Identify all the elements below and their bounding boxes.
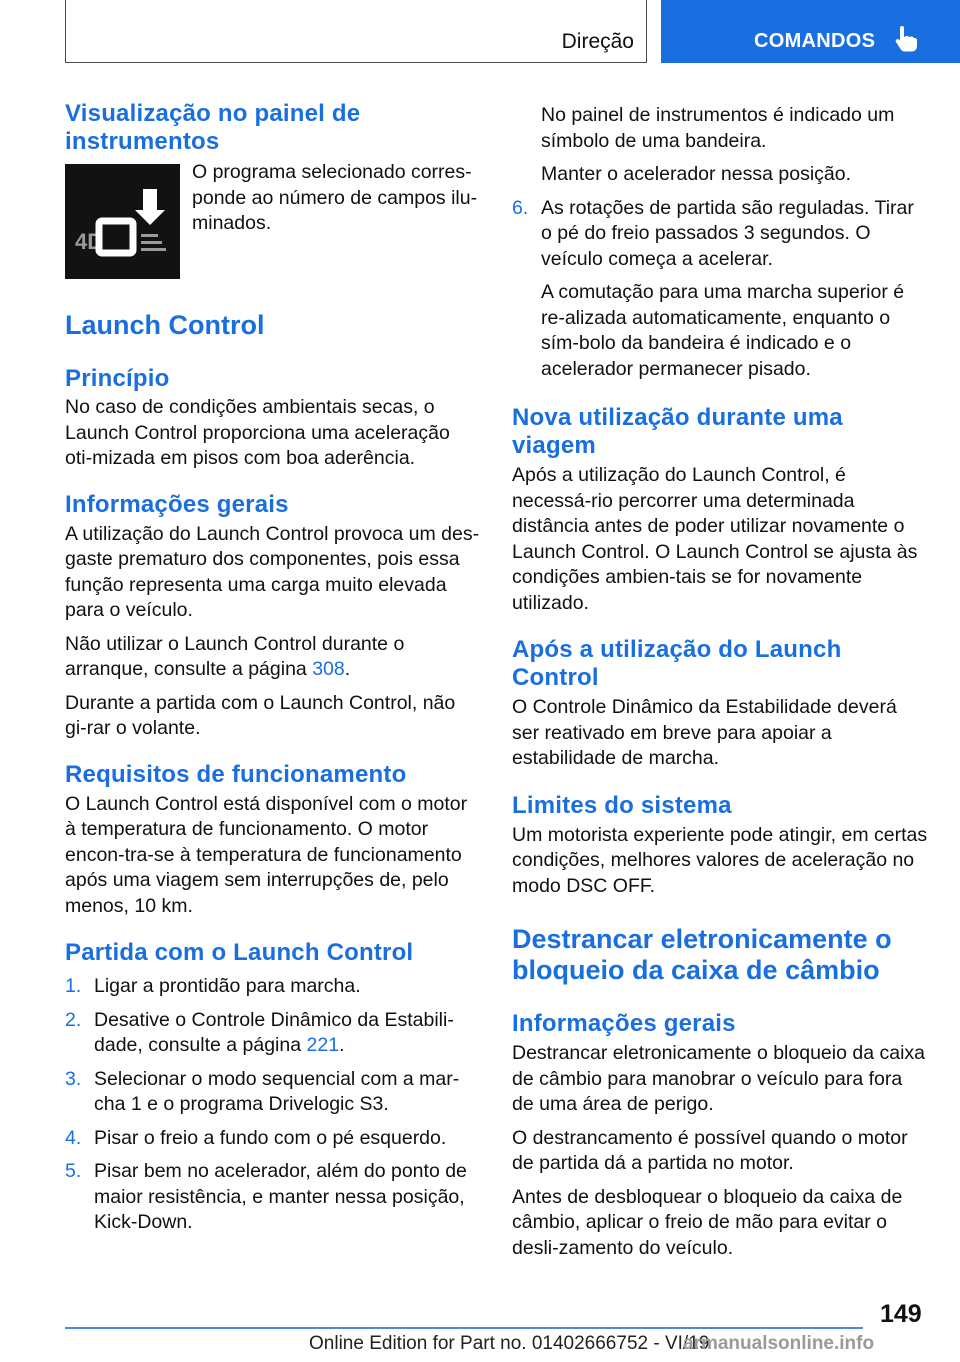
step-item: 5. Pisar bem no acelerador, além do ponto de maior resistência, e manter nessa posição, Kick-Down. xyxy=(65,1160,467,1233)
step5-hold-text: Manter o acelerador nessa posição. xyxy=(541,163,852,185)
general-info-text-1: A utilização do Launch Control provoca um des-gaste prematuro dos componentes, pois essa função representa uma carga muito elevada para o veículo. xyxy=(65,522,480,621)
unlock-text-1: Destrancar eletronicamente o bloqueio da caixa de câmbio para manobrar o veículo para fora de uma área de perigo. xyxy=(512,1042,925,1115)
after-use-text: O Controle Dinâmico da Estabilidade deverá ser reativado em breve para apoiar a estabilidade de marcha. xyxy=(512,696,897,769)
watermark: armanualsonline.info xyxy=(683,1333,875,1354)
section-title: Direção xyxy=(561,30,634,53)
svg-text:4D: 4D xyxy=(75,229,104,254)
general-info-text-3: Durante a partida com o Launch Control, não gi-rar o volante. xyxy=(65,691,456,739)
drivelogic-graphic xyxy=(65,164,180,279)
footer-divider xyxy=(65,1327,863,1329)
start-heading: Partida com o Launch Control xyxy=(65,939,414,966)
launch-control-heading: Launch Control xyxy=(65,310,265,340)
reuse-heading: Nova utilização durante uma viagem xyxy=(512,404,843,459)
principle-heading: Princípio xyxy=(65,365,170,392)
page-number: 149 xyxy=(880,1300,922,1328)
start-steps-list-continued xyxy=(512,196,928,273)
hand-pointer-icon xyxy=(894,26,918,52)
step-item: 3. Selecionar o modo sequencial com a mar-cha 1 e o programa Drivelogic S3. xyxy=(65,1067,460,1115)
right-column xyxy=(512,103,928,1261)
unlock-general-heading: Informações gerais xyxy=(512,1010,736,1037)
unlock-text-2: O destrancamento é possível quando o motor de partida dá a partida no motor. xyxy=(512,1126,908,1174)
unlock-text-3: Antes de desbloquear o bloqueio da caixa de câmbio, aplicar o freio de mão para evitar o desli-zamento do veículo. xyxy=(512,1185,903,1259)
principle-text: No caso de condições ambientais secas, o Launch Control proporciona uma aceleração oti-mizada em pisos com boa aderência. xyxy=(65,396,450,469)
step-item: 6. As rotações de partida são reguladas. Tirar o pé do freio passados 3 segundos. O veículo começa a acelerar. xyxy=(512,196,914,270)
display-text: O programa selecionado corres-ponde ao número de campos ilu-minados. xyxy=(192,161,478,234)
general-info-heading: Informações gerais xyxy=(65,490,289,518)
requirements-heading: Requisitos de funcionamento xyxy=(65,760,407,788)
chapter-tab[interactable] xyxy=(661,0,960,63)
limits-text: Um motorista experiente pode atingir, em certas condições, melhores valores de aceleração no modo DSC OFF. xyxy=(512,823,928,897)
requirements-text: O Launch Control está disponível com o motor à temperatura de funcionamento. O motor encon-tra-se à temperatura de funcionamento após uma viagem sem interrupções de, pelo menos, 10 km. xyxy=(65,792,468,917)
left-column xyxy=(65,100,481,1236)
reuse-text: Após a utilização do Launch Control, é necessá-rio percorrer uma determinada distância antes de poder utilizar novamente o Launch Control. O Launch Control se ajusta às condições ambien-tais se for novamente utilizado. xyxy=(512,464,918,614)
4D-drivelogic-icon xyxy=(65,164,180,279)
header-section-box xyxy=(65,0,647,63)
page-link-308[interactable]: 308 xyxy=(312,658,345,680)
step-item: 4. Pisar o freio a fundo com o pé esquerdo. xyxy=(65,1126,447,1149)
chapter-tab-label: COMANDOS xyxy=(754,30,876,52)
unlock-heading: Destrancar eletronicamente o bloqueio da caixa de câmbio xyxy=(512,924,892,985)
step5-continued-text: No painel de instrumentos é indicado um símbolo de uma bandeira. xyxy=(541,104,895,152)
limits-heading: Limites do sistema xyxy=(512,791,732,819)
page-link-221[interactable]: 221 xyxy=(306,1034,340,1056)
display-heading: Visualização no painel de instrumentos xyxy=(65,100,361,155)
step-item: 2. Desative o Controle Dinâmico da Estabili-dade, consulte a página 221. xyxy=(65,1008,454,1056)
edition-text: Online Edition for Part no. 01402666752 - VI/19 xyxy=(309,1333,710,1354)
start-steps-list xyxy=(65,974,481,1236)
step-item: 1. Ligar a prontidão para marcha. xyxy=(65,975,361,997)
general-info-text-2: Não utilizar o Launch Control durante o arranque, consulte a página 308. xyxy=(65,632,405,680)
step6-shift-text: A comutação para uma marcha superior é re-alizada automaticamente, enquanto o sím-bolo da bandeira é indicado e o acelerador permanecer pisado. xyxy=(541,281,905,380)
after-use-heading: Após a utilização do Launch Control xyxy=(512,636,842,691)
